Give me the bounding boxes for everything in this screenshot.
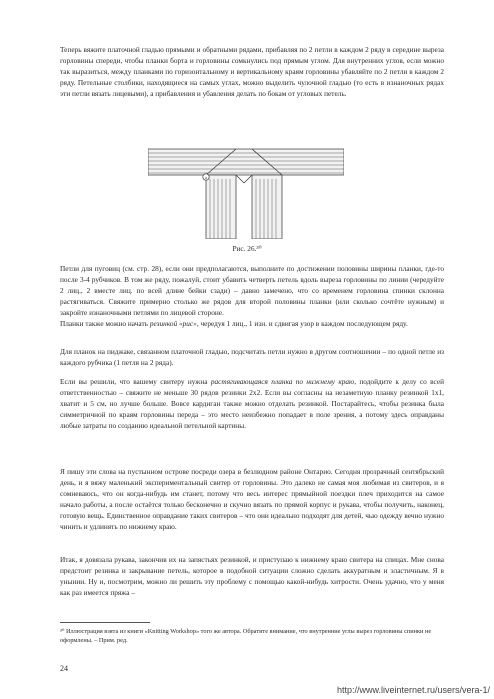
paragraph-1: Теперь вяжите платочной гладью прямыми и обратными рядами, прибавляя по 2 петли в каждом 2 ряду в середине выреза горловины спереди, чтобы планки борта и горловины сомкнулись под прямым углом. Для внутренних углов, если можно так выразиться, между планками по горизонтальному и вертикальному краям горловины убавляйте по 2 петли в каждом 2 ряду. Петельные столбики, находящиеся на самых углах, можно выделить чулочной гладью (то есть в изнаночных рядах эти петли вязать лицевыми), а прибавления и убавления делать по бокам от угловых петель.	[60, 45, 444, 98]
p3-italic-phrase: резинкой «рис»	[149, 319, 197, 328]
paragraph-5-text: Если вы решили, что вашему свитеру нужна растягивающаяся планка по нижнему краю, подойдите к делу со всей ответственностью – свяжите не меньше 30 рядов резинки 2х2. Если вы согласны на незаметную планку резинкой 1х1, хватит и 5 см, но лучше больше. Вовсе кардиган также можно отделать резинкой. Постарайтесь, чтобы резинка была симметричной по краям горловины переда – это место неизбежно попадает в поле зрения, а потому здесь оправданы любые затраты по созданию идеальной петельной картины.	[60, 377, 444, 430]
paragraph-2: Петли для пуговиц (см. стр. 28), если они предполагаются, выполните по достижении половины ширины планки, где-то после 3-4 рубчиков. В том же ряду, пожалуй, стоит убавить четверть петель вдоль выреза горловины по линии (чередуйте 2 лиц., 2 вместе лиц. по всей длине бейки сзади) – давно замечено, что со временем горловина спинки склонна растягиваться. Свяжите примерно столько же рядов для второй половины планки (или сколько сочтёте нужным) и закройте изнаночными петлями по лицевой стороне.	[60, 264, 444, 317]
footnote-divider	[60, 622, 150, 623]
figure-caption: Рис. 26.³⁰	[232, 244, 262, 253]
footnote: ³⁰ Иллюстрация взята из книги «Knitting Workshop» того же автора. Обратите внимание, что внутренние углы вырез горловины спинки не оформлены. – Прим. ред.	[60, 628, 432, 644]
paragraph-4: Для планок на пиджаке, связанном платочной гладью, подсчитать петли нужно в другом соотношении – по одной петле из каждого рубчика (1 петля на 2 ряда).	[60, 347, 444, 367]
paragraph-7: Итак, я довязала рукава, закончив их на запястьях резинкой, и приступаю к нижнему краю свитера на спицах. Мне снова предстоит резинка и закрывание петель, которое в подобной ситуации сложно сделать аккуратным и эластичным. Я в унынии. Ну и, посмотрим, можно ли решить эту проблему с помощью какой-нибудь хитрости. Очень удачно, что у меня как раз имеется пряжа –	[60, 555, 444, 597]
paragraph-6: Я пишу эти слова на пустынном острове посреди озера в безлюдном районе Онтарио. Сегодня прозрачный сентябрьский день, и я вяжу маленький экспериментальный свитер от горловины. Это далеко не самая моя любимая из свитеров, и я сомневаюсь, что он когда-нибудь им станет, потому что весь интерес прямыйной поездки плеч приходится на самое начало работы, а после остаётся только бесконечно и скучно вязать по прямой корпус и рукава, чтобы получить, наконец, готовую вещь. Единственное оправдание таких свитеров – что они идеально подходят для детей, чью одежду вечно нужно чинить и удлинять по нижнему краю.	[60, 467, 444, 531]
page-number: 24	[60, 664, 68, 673]
knitting-diagram	[148, 143, 344, 239]
p5-italic-phrase: растягивающаяся планка по нижнему краю	[210, 377, 355, 386]
paragraph-3-text: Планки также можно начать резинкой «рис», чередуя 1 лиц., 1 изн. и сдвигая узор в каждом последующем ряду.	[60, 319, 408, 328]
figure-marker-label: a	[205, 175, 207, 181]
watermark-url[interactable]: http://www.liveinternet.ru/users/vera-1/	[336, 685, 490, 695]
paragraph-3	[60, 318, 444, 329]
paragraph-5	[60, 376, 444, 431]
